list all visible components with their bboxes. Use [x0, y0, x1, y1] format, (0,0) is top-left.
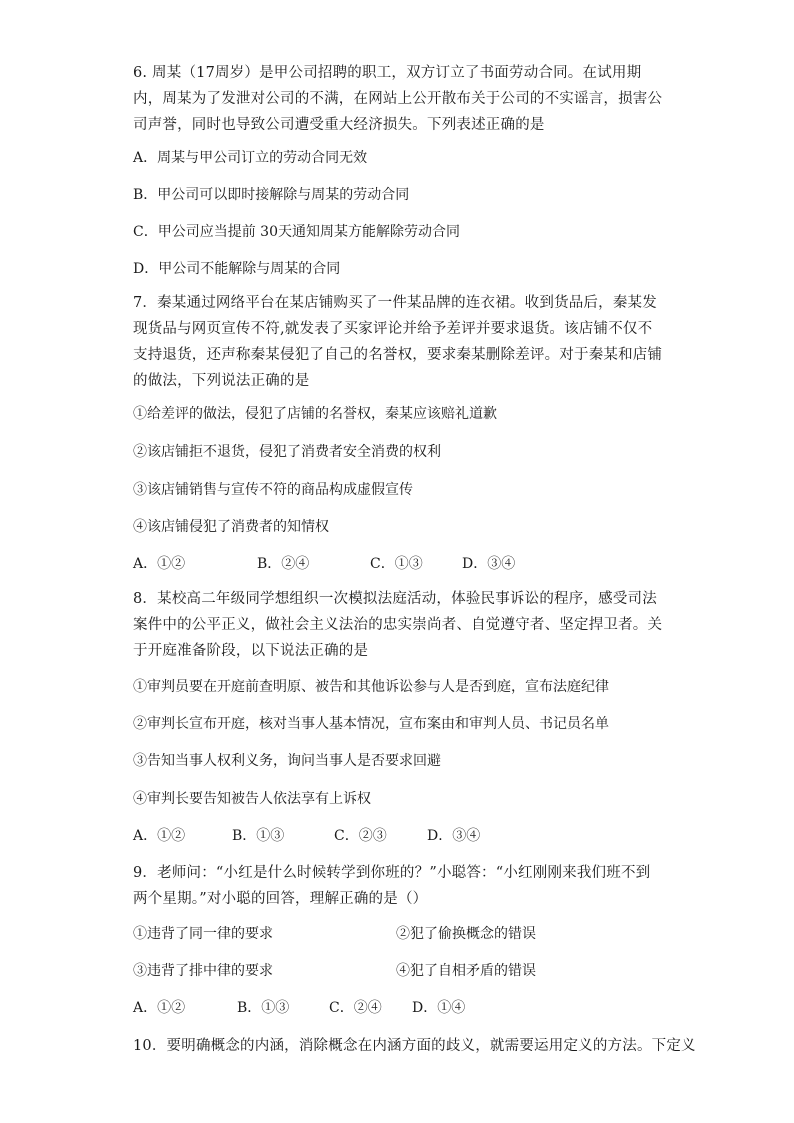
q9-statement-2: ②犯了偷换概念的错误 — [396, 926, 536, 942]
q7-statement-4: ④该店铺侵犯了消费者的知情权 — [133, 519, 329, 535]
q7-choice-c: C．①③ — [370, 556, 423, 572]
q6-option-b: B．甲公司可以即时接解除与周某的劳动合同 — [133, 187, 410, 203]
q8-choice-a: A．①② — [133, 828, 186, 844]
question-8-stem: 8．某校高二年级同学想组织一次模拟法庭活动，体验民事诉讼的程序，感受司法案件中的公平正义，做社会主义法治的忠实崇尚者、自觉遵守者、坚定捍卫者。关于开庭准备阶段，以下说法正确的是 — [133, 591, 663, 659]
q8-statement-1: ①审判员要在开庭前查明原、被告和其他诉讼参与人是否到庭，宣布法庭纪律 — [133, 679, 609, 695]
q9-statement-4: ④犯了自相矛盾的错误 — [396, 963, 536, 979]
question-6-stem: 6. 周某（17周岁）是甲公司招聘的职工，双方订立了书面劳动合同。在试用期内，周某为了发泄对公司的不满，在网站上公开散布关于公司的不实谣言，损害公司声誉，同时也导致公司遭受重大经济损失。下列表述正确的是 — [133, 65, 663, 133]
q8-statement-4: ④审判长要告知被告人依法享有上诉权 — [133, 791, 371, 807]
q8-choice-d: D．③④ — [427, 828, 481, 844]
q9-statement-1: ①违背了同一律的要求 — [133, 926, 273, 942]
q9-choice-d: D．①④ — [412, 1000, 466, 1016]
q8-choice-b: B．①③ — [232, 828, 285, 844]
q7-choice-b: B．②④ — [257, 556, 310, 572]
q7-statement-2: ②该店铺拒不退货，侵犯了消费者安全消费的权利 — [133, 444, 441, 460]
q6-option-c: C．甲公司应当提前 30天通知周某方能解除劳动合同 — [133, 224, 460, 240]
question-7-stem: 7．秦某通过网络平台在某店铺购买了一件某品牌的连衣裙。收到货品后，秦某发现货品与网页宣传不符,就发表了买家评论并给予差评并要求退货。该店铺不仅不支持退货，还声称秦某侵犯了自己的名誉权，要求秦某删除差评。对于秦某和店铺的做法，下列说法正确的是 — [133, 295, 663, 389]
q9-choice-b: B．①③ — [237, 1000, 290, 1016]
q9-choice-a: A．①② — [133, 1000, 186, 1016]
q7-choice-d: D．③④ — [462, 556, 516, 572]
question-10-stem: 10．要明确概念的内涵，消除概念在内涵方面的歧义，就需要运用定义的方法。下定义 — [133, 1038, 696, 1054]
q8-statement-2: ②审判长宣布开庭，核对当事人基本情况，宣布案由和审判人员、书记员名单 — [133, 716, 609, 732]
q7-choice-a: A．①② — [133, 556, 186, 572]
q9-choice-c: C．②④ — [329, 1000, 382, 1016]
q8-choice-c: C．②③ — [334, 828, 387, 844]
q6-option-a: A．周某与甲公司订立的劳动合同无效 — [133, 150, 368, 166]
q9-statement-3: ③违背了排中律的要求 — [133, 963, 273, 979]
q6-option-d: D．甲公司不能解除与周某的合同 — [133, 261, 341, 277]
q7-statement-1: ①给差评的做法，侵犯了店铺的名誉权，秦某应该赔礼道歉 — [133, 406, 497, 422]
q7-statement-3: ③该店铺销售与宣传不符的商品构成虚假宣传 — [133, 482, 413, 498]
question-9-stem: 9．老师问：“小红是什么时候转学到你班的？”小聪答：“小红刚刚来我们班不到两个星期。”对小聪的回答，理解正确的是（） — [133, 865, 651, 907]
q8-statement-3: ③告知当事人权利义务，询问当事人是否要求回避 — [133, 753, 441, 769]
